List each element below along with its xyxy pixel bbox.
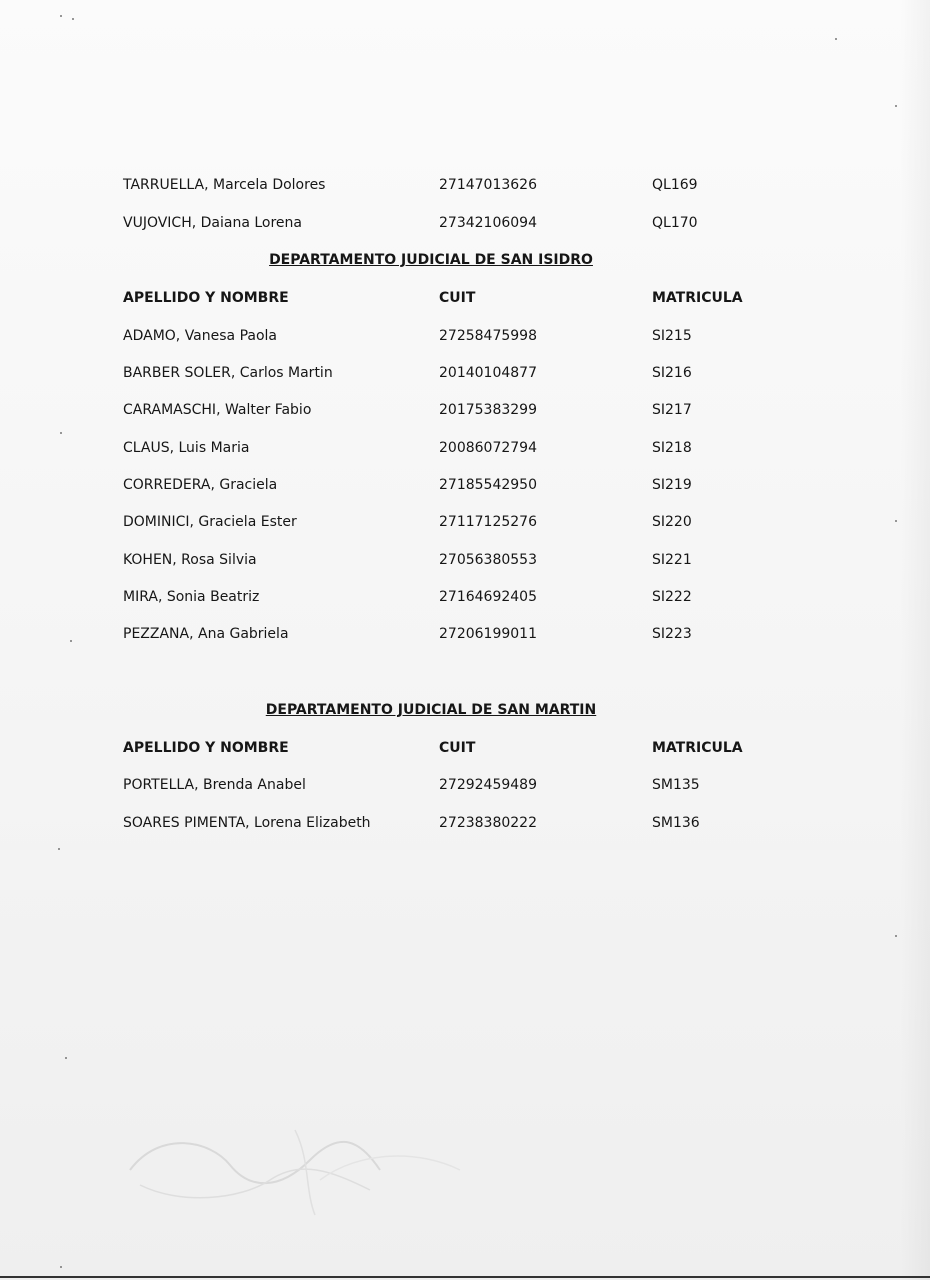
signature-icon [120, 1110, 480, 1220]
scan-speck [835, 38, 837, 40]
cuit-cell: 27292459489 [439, 777, 537, 793]
cuit-cell: 27238380222 [439, 815, 537, 831]
cuit-cell: 27164692405 [439, 589, 537, 605]
section-title-san-isidro: DEPARTAMENTO JUDICIAL DE SAN ISIDRO [269, 252, 593, 268]
scan-speck [60, 15, 62, 17]
scan-speck [70, 640, 72, 642]
header-cuit: CUIT [439, 740, 476, 756]
matricula-cell: SI222 [652, 589, 692, 605]
scan-speck [895, 520, 897, 522]
header-cuit: CUIT [439, 290, 476, 306]
scan-speck [58, 848, 60, 850]
scan-speck [60, 432, 62, 434]
matricula-cell: SI216 [652, 365, 692, 381]
matricula-cell: SI215 [652, 328, 692, 344]
scan-speck [895, 935, 897, 937]
matricula-cell: SI221 [652, 552, 692, 568]
scan-speck [65, 1057, 67, 1059]
section-title-san-martin: DEPARTAMENTO JUDICIAL DE SAN MARTIN [265, 702, 597, 718]
matricula-cell: QL169 [652, 177, 698, 193]
name-cell: DOMINICI, Graciela Ester [123, 514, 297, 530]
matricula-cell: SM135 [652, 777, 700, 793]
name-cell: CARAMASCHI, Walter Fabio [123, 402, 312, 418]
matricula-cell: SI219 [652, 477, 692, 493]
cuit-cell: 27056380553 [439, 552, 537, 568]
cuit-cell: 27342106094 [439, 215, 537, 231]
name-cell: ADAMO, Vanesa Paola [123, 328, 277, 344]
name-cell: VUJOVICH, Daiana Lorena [123, 215, 302, 231]
scan-speck [60, 1266, 62, 1268]
name-cell: CLAUS, Luis Maria [123, 440, 250, 456]
page-bottom-edge [0, 1276, 930, 1278]
matricula-cell: SI223 [652, 626, 692, 642]
scan-speck [72, 18, 74, 20]
name-cell: PORTELLA, Brenda Anabel [123, 777, 306, 793]
cuit-cell: 20086072794 [439, 440, 537, 456]
cuit-cell: 27258475998 [439, 328, 537, 344]
name-cell: PEZZANA, Ana Gabriela [123, 626, 289, 642]
scan-speck [895, 105, 897, 107]
name-cell: BARBER SOLER, Carlos Martin [123, 365, 333, 381]
name-cell: CORREDERA, Graciela [123, 477, 278, 493]
name-cell: SOARES PIMENTA, Lorena Elizabeth [123, 815, 371, 831]
name-cell: KOHEN, Rosa Silvia [123, 552, 257, 568]
cuit-cell: 27206199011 [439, 626, 537, 642]
matricula-cell: SM136 [652, 815, 700, 831]
name-cell: TARRUELLA, Marcela Dolores [123, 177, 326, 193]
cuit-cell: 27117125276 [439, 514, 537, 530]
page-edge-shadow [900, 0, 930, 1280]
matricula-cell: SI218 [652, 440, 692, 456]
header-matricula: MATRICULA [652, 740, 743, 756]
matricula-cell: SI217 [652, 402, 692, 418]
cuit-cell: 27147013626 [439, 177, 537, 193]
header-matricula: MATRICULA [652, 290, 743, 306]
name-cell: MIRA, Sonia Beatriz [123, 589, 260, 605]
matricula-cell: QL170 [652, 215, 698, 231]
header-name: APELLIDO Y NOMBRE [123, 290, 289, 306]
cuit-cell: 20140104877 [439, 365, 537, 381]
cuit-cell: 27185542950 [439, 477, 537, 493]
matricula-cell: SI220 [652, 514, 692, 530]
cuit-cell: 20175383299 [439, 402, 537, 418]
header-name: APELLIDO Y NOMBRE [123, 740, 289, 756]
